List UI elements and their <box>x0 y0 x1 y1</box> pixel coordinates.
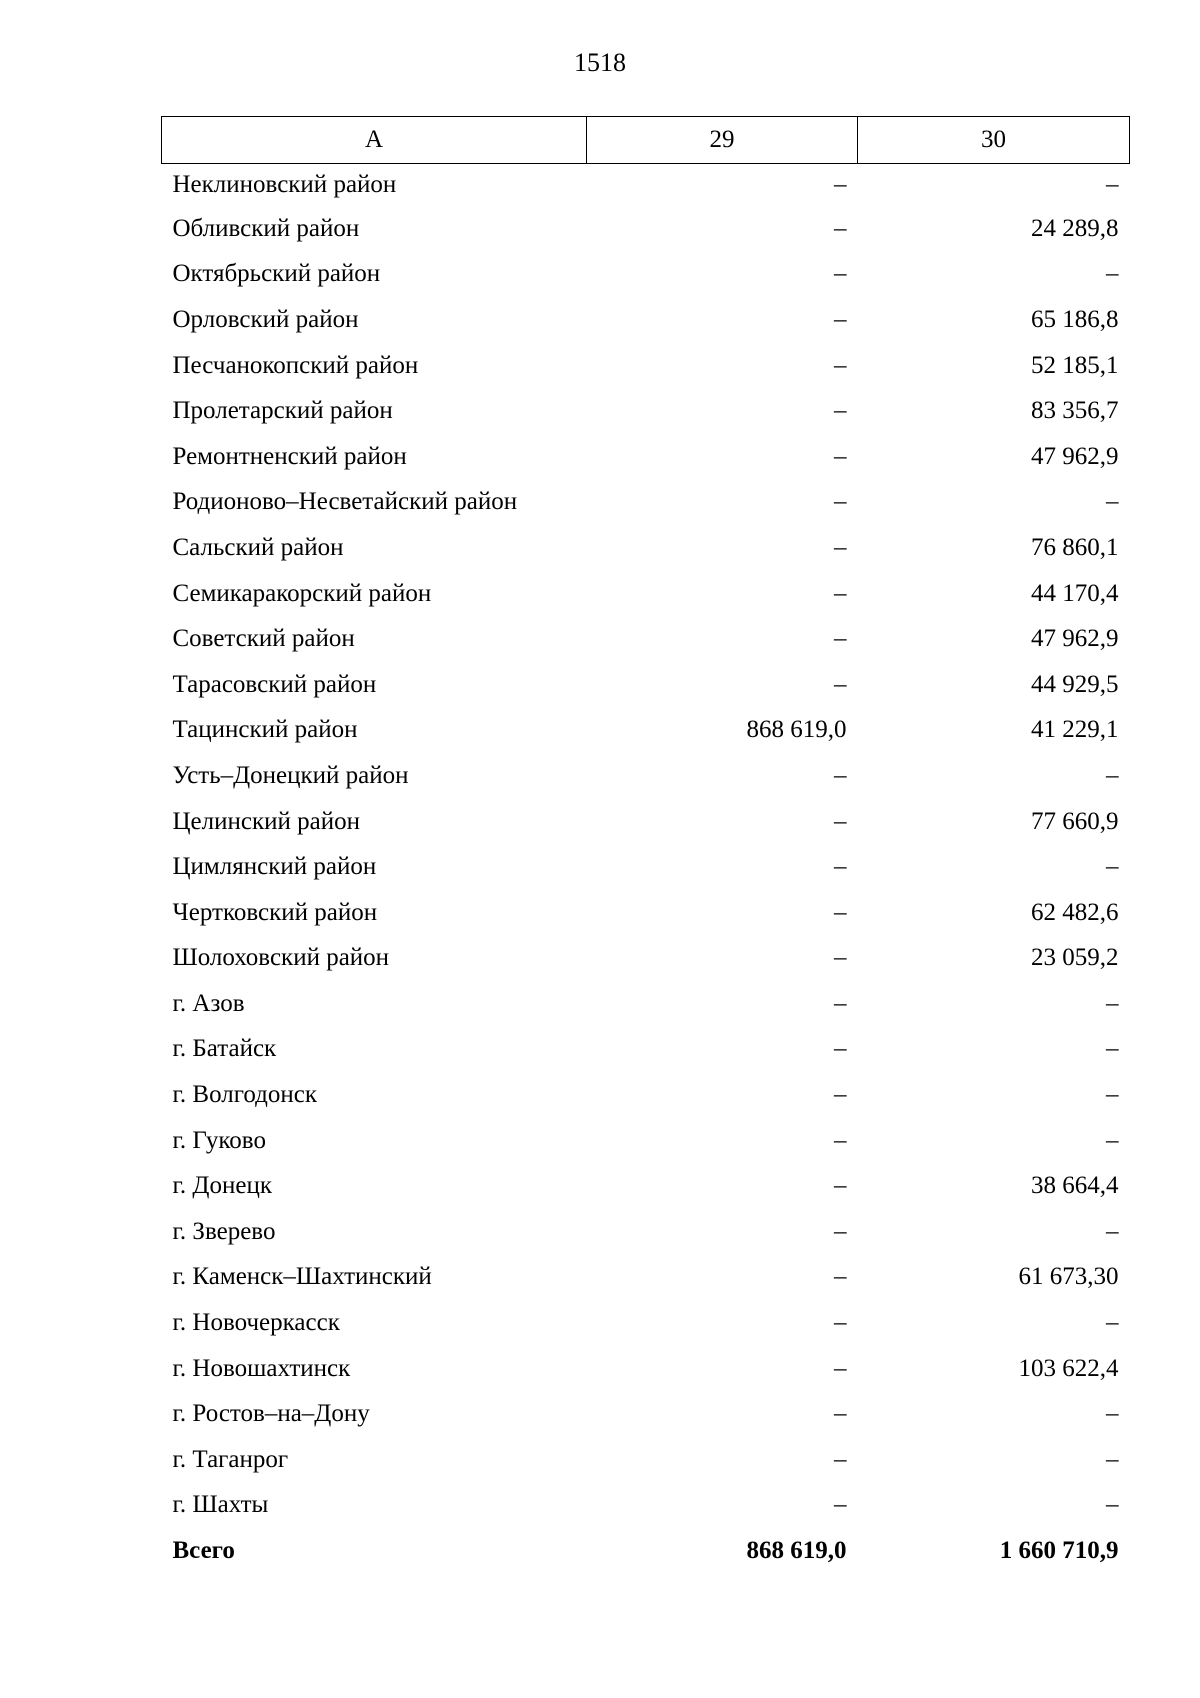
cell-col-30: 83 356,7 <box>1031 397 1119 425</box>
row-label: Тацинский район <box>172 716 358 744</box>
row-label: г. Ростов–на–Дону <box>172 1400 370 1428</box>
cell-col-30: – <box>1106 1126 1119 1154</box>
cell-col-29: – <box>834 260 847 288</box>
table-row <box>162 206 1130 252</box>
cell-col-30: 24 289,8 <box>1031 214 1119 242</box>
row-label: г. Азов <box>172 989 245 1017</box>
table-row <box>162 890 1130 936</box>
table-row <box>162 297 1130 343</box>
header-row <box>162 117 1130 164</box>
row-label: г. Зверево <box>172 1217 276 1245</box>
row-label: Ремонтненский район <box>172 442 407 470</box>
table-row <box>162 388 1130 434</box>
row-label: г. Каменск–Шахтинский <box>172 1263 432 1291</box>
row-label: Семикаракорский район <box>172 579 432 607</box>
row-label: Цимлянский район <box>172 853 377 881</box>
data-table <box>161 116 1130 1574</box>
cell-col-30: – <box>1106 1217 1119 1245</box>
cell-col-30: 38 664,4 <box>1031 1172 1119 1200</box>
cell-col-29: – <box>834 442 847 470</box>
cell-col-29: – <box>834 1309 847 1337</box>
cell-col-30: 65 186,8 <box>1031 305 1119 333</box>
column-header-name: А <box>162 117 587 164</box>
row-label: г. Новошахтинск <box>172 1354 351 1382</box>
table-row <box>162 753 1130 799</box>
row-label: Октябрьский район <box>172 260 381 288</box>
total-row <box>162 1528 1130 1574</box>
table-row <box>162 1163 1130 1209</box>
row-label: г. Волгодонск <box>172 1081 318 1109</box>
table-body <box>162 164 1130 1574</box>
cell-col-29: – <box>834 1445 847 1473</box>
cell-col-29: – <box>834 670 847 698</box>
row-label: Тарасовский район <box>172 670 377 698</box>
row-label: г. Донецк <box>172 1172 272 1200</box>
row-label: Советский район <box>172 625 355 653</box>
table-row <box>162 1346 1130 1392</box>
row-label: Целинский район <box>172 807 360 835</box>
cell-col-30: – <box>1106 1400 1119 1428</box>
cell-col-29: – <box>834 898 847 926</box>
cell-col-30: – <box>1106 488 1119 516</box>
table-row <box>162 343 1130 389</box>
table-row <box>162 480 1130 526</box>
table-row <box>162 799 1130 845</box>
cell-col-30: – <box>1106 171 1119 198</box>
cell-col-29: – <box>834 1263 847 1291</box>
row-label: Чертковский район <box>172 898 378 926</box>
column-header-29: 29 <box>587 117 858 164</box>
cell-col-29: – <box>834 1400 847 1428</box>
cell-col-29: – <box>834 1491 847 1519</box>
table-row <box>162 1437 1130 1483</box>
row-label: г. Гуково <box>172 1126 266 1154</box>
table-row <box>162 434 1130 480</box>
cell-col-30: 47 962,9 <box>1031 442 1119 470</box>
cell-col-29: – <box>834 351 847 379</box>
total-col-29: 868 619,0 <box>746 1537 847 1565</box>
cell-col-30: 61 673,30 <box>1018 1263 1119 1291</box>
table-row <box>162 1255 1130 1301</box>
cell-col-29: 868 619,0 <box>746 716 847 744</box>
row-label: Шолоховский район <box>172 944 390 972</box>
row-label: Обливский район <box>172 214 360 242</box>
table-row <box>162 1072 1130 1118</box>
cell-col-29: – <box>834 171 847 198</box>
cell-col-29: – <box>834 989 847 1017</box>
row-label: г. Таганрог <box>172 1445 289 1473</box>
cell-col-30: 44 170,4 <box>1031 579 1119 607</box>
row-label: г. Новочеркасск <box>172 1309 340 1337</box>
row-label: Сальский район <box>172 533 344 561</box>
cell-col-30: 76 860,1 <box>1031 533 1119 561</box>
row-label: Орловский район <box>172 305 359 333</box>
total-col-30: 1 660 710,9 <box>999 1537 1119 1565</box>
cell-col-29: – <box>834 214 847 242</box>
cell-col-29: – <box>834 853 847 881</box>
cell-col-30: 47 962,9 <box>1031 625 1119 653</box>
page-number: 1518 <box>574 48 626 77</box>
cell-col-30: – <box>1106 853 1119 881</box>
cell-col-29: – <box>834 1035 847 1063</box>
total-label: Всего <box>172 1537 235 1565</box>
cell-col-29: – <box>834 1354 847 1382</box>
cell-col-29: – <box>834 533 847 561</box>
row-label: Пролетарский район <box>172 397 393 425</box>
row-label: Усть–Донецкий район <box>172 761 409 789</box>
cell-col-29: – <box>834 1081 847 1109</box>
cell-col-29: – <box>834 944 847 972</box>
cell-col-29: – <box>834 1126 847 1154</box>
table-row <box>162 708 1130 754</box>
column-header-30: 30 <box>858 117 1130 164</box>
table-row <box>162 1209 1130 1255</box>
cell-col-30: 62 482,6 <box>1031 898 1119 926</box>
row-label: Неклиновский район <box>172 171 397 198</box>
cell-col-30: 41 229,1 <box>1031 716 1119 744</box>
cell-col-29: – <box>834 1172 847 1200</box>
cell-col-30: 103 622,4 <box>1018 1354 1119 1382</box>
cell-col-30: 77 660,9 <box>1031 807 1119 835</box>
cell-col-30: – <box>1106 1035 1119 1063</box>
row-label: г. Шахты <box>172 1491 269 1519</box>
table-row <box>162 571 1130 617</box>
cell-col-30: – <box>1106 260 1119 288</box>
table-row <box>162 662 1130 708</box>
cell-col-30: – <box>1106 1081 1119 1109</box>
table-row <box>162 616 1130 662</box>
cell-col-29: – <box>834 488 847 516</box>
table-row <box>162 164 1130 207</box>
cell-col-30: – <box>1106 761 1119 789</box>
cell-col-30: 44 929,5 <box>1031 670 1119 698</box>
table-row <box>162 936 1130 982</box>
cell-col-30: – <box>1106 1491 1119 1519</box>
cell-col-29: – <box>834 397 847 425</box>
cell-col-29: – <box>834 625 847 653</box>
row-label: г. Батайск <box>172 1035 277 1063</box>
row-label: Песчанокопский район <box>172 351 419 379</box>
table-row <box>162 1300 1130 1346</box>
table-row <box>162 1027 1130 1073</box>
cell-col-29: – <box>834 579 847 607</box>
cell-col-29: – <box>834 1217 847 1245</box>
cell-col-30: 23 059,2 <box>1031 944 1119 972</box>
cell-col-29: – <box>834 761 847 789</box>
cell-col-30: – <box>1106 1445 1119 1473</box>
cell-col-30: 52 185,1 <box>1031 351 1119 379</box>
table-row <box>162 1483 1130 1529</box>
cell-col-29: – <box>834 807 847 835</box>
table-row <box>162 1118 1130 1164</box>
table-row <box>162 981 1130 1027</box>
table-row <box>162 252 1130 298</box>
table-header <box>162 117 1130 164</box>
cell-col-30: – <box>1106 989 1119 1017</box>
cell-col-30: – <box>1106 1309 1119 1337</box>
table-row <box>162 1391 1130 1437</box>
table-row <box>162 525 1130 571</box>
row-label: Родионово–Несветайский район <box>172 488 518 516</box>
cell-col-29: – <box>834 305 847 333</box>
table-row <box>162 844 1130 890</box>
